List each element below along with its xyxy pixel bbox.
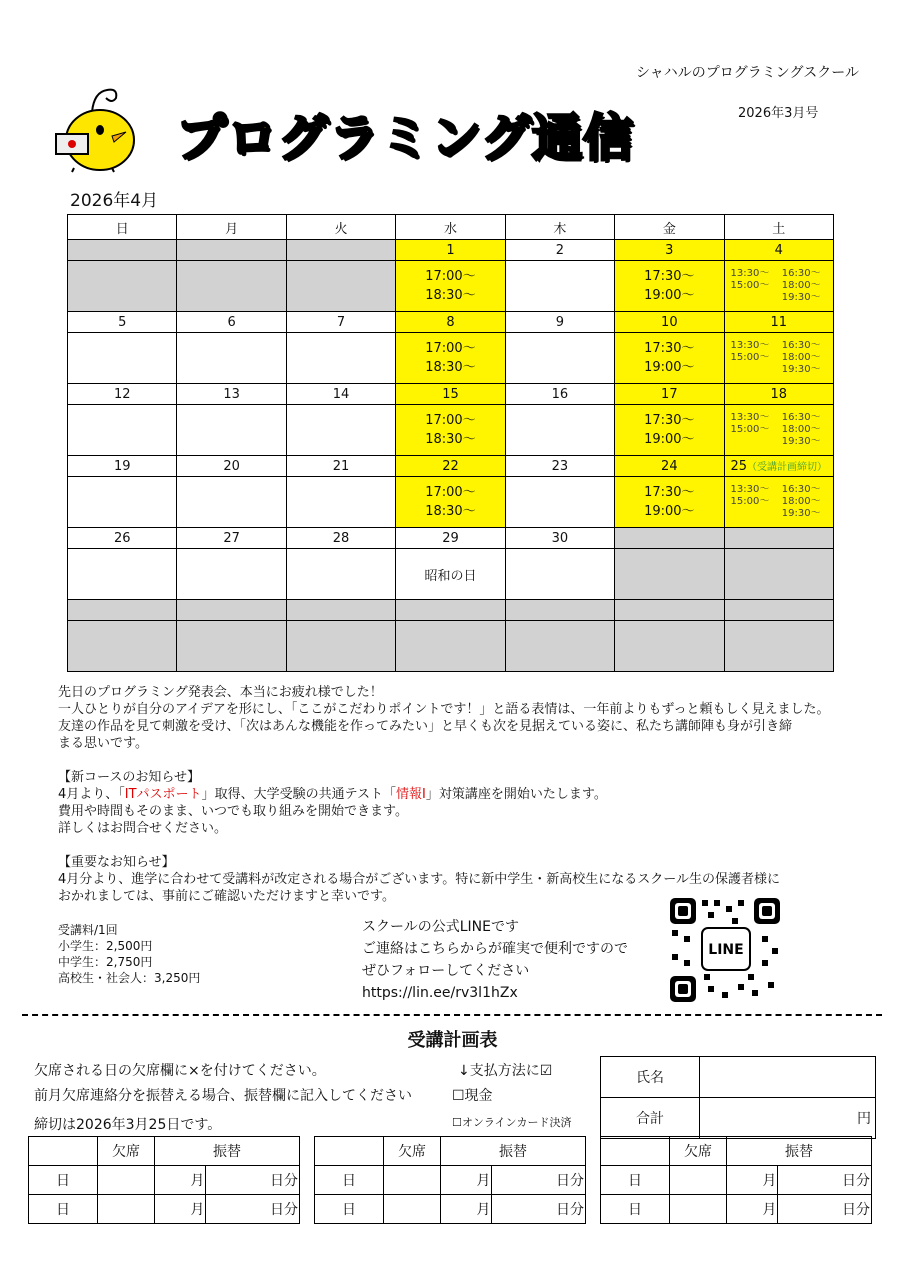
day-number: 2 [505, 240, 614, 261]
weekday-mon: 月 [177, 215, 286, 240]
issue-date: 2026年3月号 [738, 106, 819, 121]
day-cell [505, 477, 614, 528]
day-cell [286, 621, 395, 672]
day-number: 28 [286, 528, 395, 549]
wed-times: 17:00～ 18:30～ [396, 333, 505, 384]
day-cell [615, 621, 724, 672]
day-cell [724, 600, 833, 621]
day-cell [177, 477, 286, 528]
name-label: 氏名 [601, 1057, 700, 1098]
day-cell [724, 621, 833, 672]
line-url[interactable]: https://lin.ee/rv3l1hZx [362, 985, 518, 1001]
weekday-thu: 木 [505, 215, 614, 240]
day-cell [286, 477, 395, 528]
sat-times: 13:30～ 16:30～ 15:00～ 18:00～ 19:30～ [724, 405, 833, 456]
payment-cash-checkbox[interactable]: ☐現金 [452, 1088, 493, 1104]
day-number: 30 [505, 528, 614, 549]
day-cell [505, 261, 614, 312]
day-number: 13 [177, 384, 286, 405]
day-cell [286, 600, 395, 621]
day-cell [286, 549, 395, 600]
total-field[interactable]: 円 [700, 1098, 876, 1139]
day-cell [615, 600, 724, 621]
absent-field[interactable] [670, 1195, 727, 1224]
absence-table-2: 欠席 振替 日 月 日分 日 月 日分 [314, 1136, 586, 1224]
fri-times: 17:30～ 19:00～ [615, 261, 724, 312]
day-number: 11 [724, 312, 833, 333]
day-number: 21 [286, 456, 395, 477]
weekday-fri: 金 [615, 215, 724, 240]
fri-times: 17:30～ 19:00～ [615, 477, 724, 528]
cut-line [22, 1014, 882, 1016]
day-cell [286, 261, 395, 312]
day-number-deadline: 25（受講計画締切） [724, 456, 833, 477]
important-heading: 【重要なお知らせ】 [58, 855, 175, 870]
day-number: 7 [286, 312, 395, 333]
qr-label: LINE [708, 942, 744, 958]
day-cell [177, 261, 286, 312]
day-number: 26 [68, 528, 177, 549]
day-cell [68, 333, 177, 384]
day-number: 24 [615, 456, 724, 477]
day-number: 22 [396, 456, 505, 477]
name-field[interactable] [700, 1057, 876, 1098]
day-cell [286, 333, 395, 384]
day-cell [505, 333, 614, 384]
line-info: スクールの公式LINEです ご連絡はこちらからが確実で便利ですので ぜひフォローしてください https://lin.ee/rv3l1hZx [362, 916, 628, 1004]
fri-times: 17:30～ 19:00～ [615, 333, 724, 384]
day-cell [724, 528, 833, 549]
day-number: 17 [615, 384, 724, 405]
day-cell [615, 549, 724, 600]
day-number: 18 [724, 384, 833, 405]
day-cell [68, 549, 177, 600]
wed-times: 17:00～ 18:30～ [396, 405, 505, 456]
day-number: 10 [615, 312, 724, 333]
calendar-table [67, 214, 834, 672]
absent-field[interactable] [98, 1195, 155, 1224]
day-cell [505, 549, 614, 600]
qr-code-icon[interactable] [668, 896, 782, 1004]
day-number: 4 [724, 240, 833, 261]
day-cell [68, 405, 177, 456]
deadline-note: （受講計画締切） [747, 462, 828, 473]
day-cell [615, 528, 724, 549]
day-cell [177, 621, 286, 672]
absent-field[interactable] [384, 1195, 441, 1224]
day-cell [177, 549, 286, 600]
mascot-bird-icon [52, 82, 142, 174]
plan-deadline: 締切は2026年3月25日です。 [34, 1117, 222, 1133]
weekday-tue: 火 [286, 215, 395, 240]
day-number: 14 [286, 384, 395, 405]
day-number: 8 [396, 312, 505, 333]
school-name: シャハルのプログラミングスクール [636, 65, 860, 81]
sat-times: 13:30～ 16:30～ 15:00～ 18:00～ 19:30～ [724, 261, 833, 312]
absent-field[interactable] [670, 1166, 727, 1195]
day-number: 15 [396, 384, 505, 405]
plan-title: 受講計画表 [407, 1030, 498, 1051]
day-number: 20 [177, 456, 286, 477]
day-cell [396, 600, 505, 621]
day-cell [68, 600, 177, 621]
absent-field[interactable] [384, 1166, 441, 1195]
absent-field[interactable] [98, 1166, 155, 1195]
day-number: 6 [177, 312, 286, 333]
total-label: 合計 [601, 1098, 700, 1139]
day-number: 27 [177, 528, 286, 549]
sat-times: 13:30～ 16:30～ 15:00～ 18:00～ 19:30～ [724, 477, 833, 528]
plan-instruction-transfer: 前月欠席連絡分を振替える場合、振替欄に記入してください [34, 1088, 412, 1104]
day-number: 9 [505, 312, 614, 333]
day-number: 23 [505, 456, 614, 477]
wed-times: 17:00～ 18:30～ [396, 477, 505, 528]
day-cell [68, 477, 177, 528]
holiday-label: 昭和の日 [396, 549, 505, 600]
day-number: 29 [396, 528, 505, 549]
absence-table-3: 欠席 振替 日 月 日分 日 月 日分 [600, 1136, 872, 1224]
new-course-heading: 【新コースのお知らせ】 [58, 770, 200, 785]
weekday-sun: 日 [68, 215, 177, 240]
plan-instruction-absent: 欠席される日の欠席欄に×を付けてください。 [34, 1063, 326, 1079]
day-number: 5 [68, 312, 177, 333]
day-number: 19 [68, 456, 177, 477]
day-cell [396, 621, 505, 672]
fri-times: 17:30～ 19:00～ [615, 405, 724, 456]
weekday-wed: 水 [396, 215, 505, 240]
payment-heading: ↓支払方法に☑ [458, 1063, 553, 1079]
day-number: 3 [615, 240, 724, 261]
day-number: 16 [505, 384, 614, 405]
payment-card-checkbox[interactable]: ☐オンラインカード決済 [452, 1116, 572, 1129]
newsletter-title: プログラミング通信 [176, 109, 634, 167]
day-cell [177, 240, 286, 261]
day-number: 12 [68, 384, 177, 405]
absence-table-1: 欠席 振替 日 月 日分 日 月 日分 [28, 1136, 300, 1224]
day-cell [505, 621, 614, 672]
day-cell [505, 600, 614, 621]
day-cell [68, 240, 177, 261]
name-total-table [600, 1056, 876, 1139]
day-cell [68, 621, 177, 672]
day-cell [177, 405, 286, 456]
day-cell [286, 240, 395, 261]
day-cell [724, 549, 833, 600]
day-cell [68, 261, 177, 312]
day-number: 1 [396, 240, 505, 261]
day-cell [177, 600, 286, 621]
weekday-sat: 土 [724, 215, 833, 240]
sat-times: 13:30～ 16:30～ 15:00～ 18:00～ 19:30～ [724, 333, 833, 384]
calendar-month: 2026年4月 [70, 191, 159, 211]
fee-list: 受講料/1回 小学生：2,500円 中学生：2,750円 高校生・社会人：3,250円 [58, 923, 201, 985]
notices: 先日のプログラミング発表会、本当にお疲れ様でした！ 一人ひとりが自分のアイデアを形にし、「ここがこだわりポイントです！」と語る表情は、一年前よりもずっと頼もしく見えました。 友達の作品を見て刺激を受け、「次はあんな機能を作ってみたい」と早くも次を見据えている姿に、私たち講師陣も身が引き締 まる思いです。 【新コースのお知らせ】 4月より、「ITパスポート」取得、大学受験の共通テスト「情報Ⅰ」対策講座を開始いたします。 費用や時間もそのまま、いつでも取り組みを開始できます。 詳しくはお問合せください。 【重要なお知らせ】 4月分より、進学に合わせて受講料が改定される場合がございます。特に新中学生・新高校生になるスクール生の保護者様に おかれましては、事前にご確認いただけますと幸いです。 [58, 684, 858, 905]
day-cell [505, 405, 614, 456]
day-cell [177, 333, 286, 384]
day-cell [286, 405, 395, 456]
wed-times: 17:00～ 18:30～ [396, 261, 505, 312]
